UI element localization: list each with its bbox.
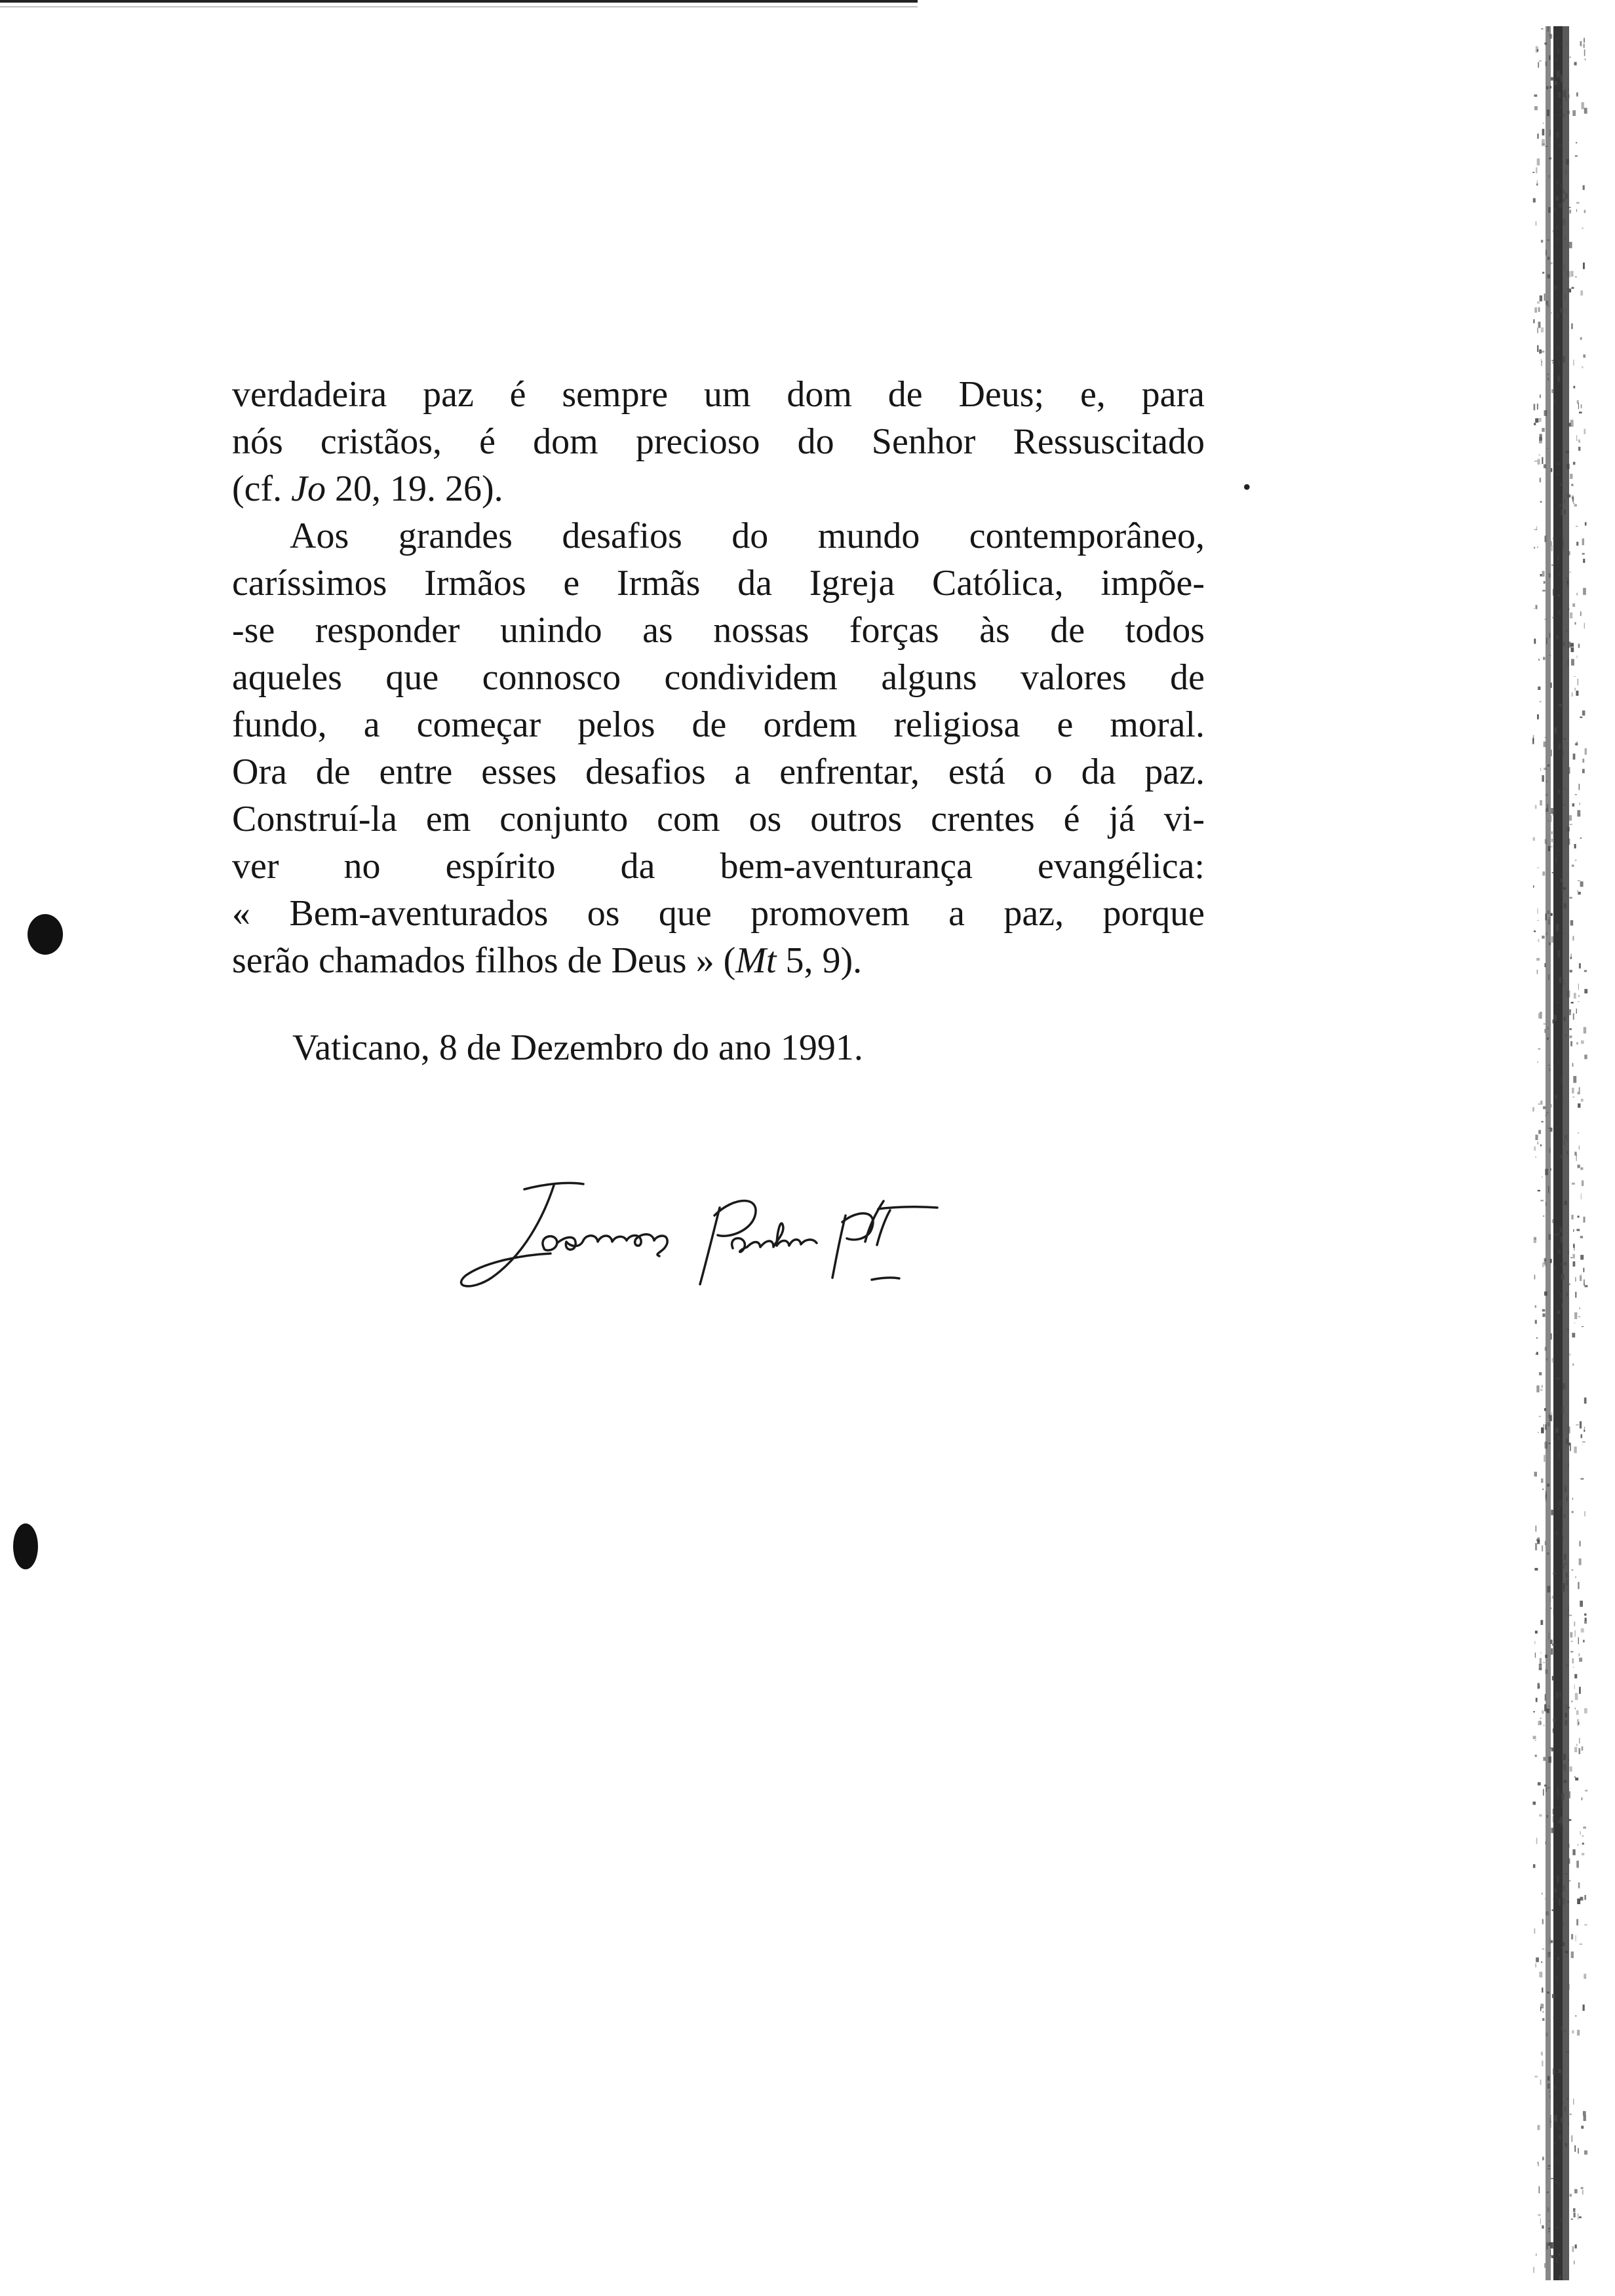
text-line: Ora de entre esses desafios a enfrentar, está o da paz. (232, 752, 1205, 792)
text-line (232, 465, 1205, 512)
text-span: serão chamados filhos de Deus » ( (232, 940, 736, 981)
text-line: Aos grandes desafios do mundo contemporâneo, (290, 516, 1205, 556)
text-span: 20, 19. 26). (326, 469, 503, 509)
text-line: verdadeira paz é sempre um dom de Deus; e, para (232, 374, 1205, 415)
text-line: aqueles que connosco condividem alguns valores de (232, 657, 1205, 698)
dateline: Vaticano, 8 de Dezembro do ano 1991. (292, 1027, 863, 1068)
text-line: -se responder unindo as nossas forças às de todos (232, 610, 1205, 651)
text-line: ver no espírito da bem-aventurança evangélica: (232, 846, 1205, 887)
scan-edge-shadow (1519, 26, 1591, 2280)
text-line: Construí-la em conjunto com os outros crentes é já vi- (232, 799, 1205, 839)
scripture-reference: Jo (291, 469, 326, 509)
text-line: nós cristãos, é dom precioso do Senhor Ressuscitado (232, 421, 1205, 462)
scan-top-rule (0, 0, 918, 3)
text-span: (cf. (232, 469, 292, 509)
scripture-reference: Mt (735, 940, 777, 981)
text-span: 5, 9). (776, 940, 863, 981)
text-line (232, 937, 1205, 984)
scan-speck: • (1243, 474, 1251, 500)
signature (446, 1170, 1009, 1301)
text-line: caríssimos Irmãos e Irmãs da Igreja Católica, impõe- (232, 563, 1205, 603)
punch-hole (28, 914, 63, 955)
text-line: fundo, a começar pelos de ordem religiosa e moral. (232, 704, 1205, 745)
punch-hole (13, 1523, 38, 1569)
text-line: « Bem-aventurados os que promovem a paz, porque (232, 893, 1205, 934)
